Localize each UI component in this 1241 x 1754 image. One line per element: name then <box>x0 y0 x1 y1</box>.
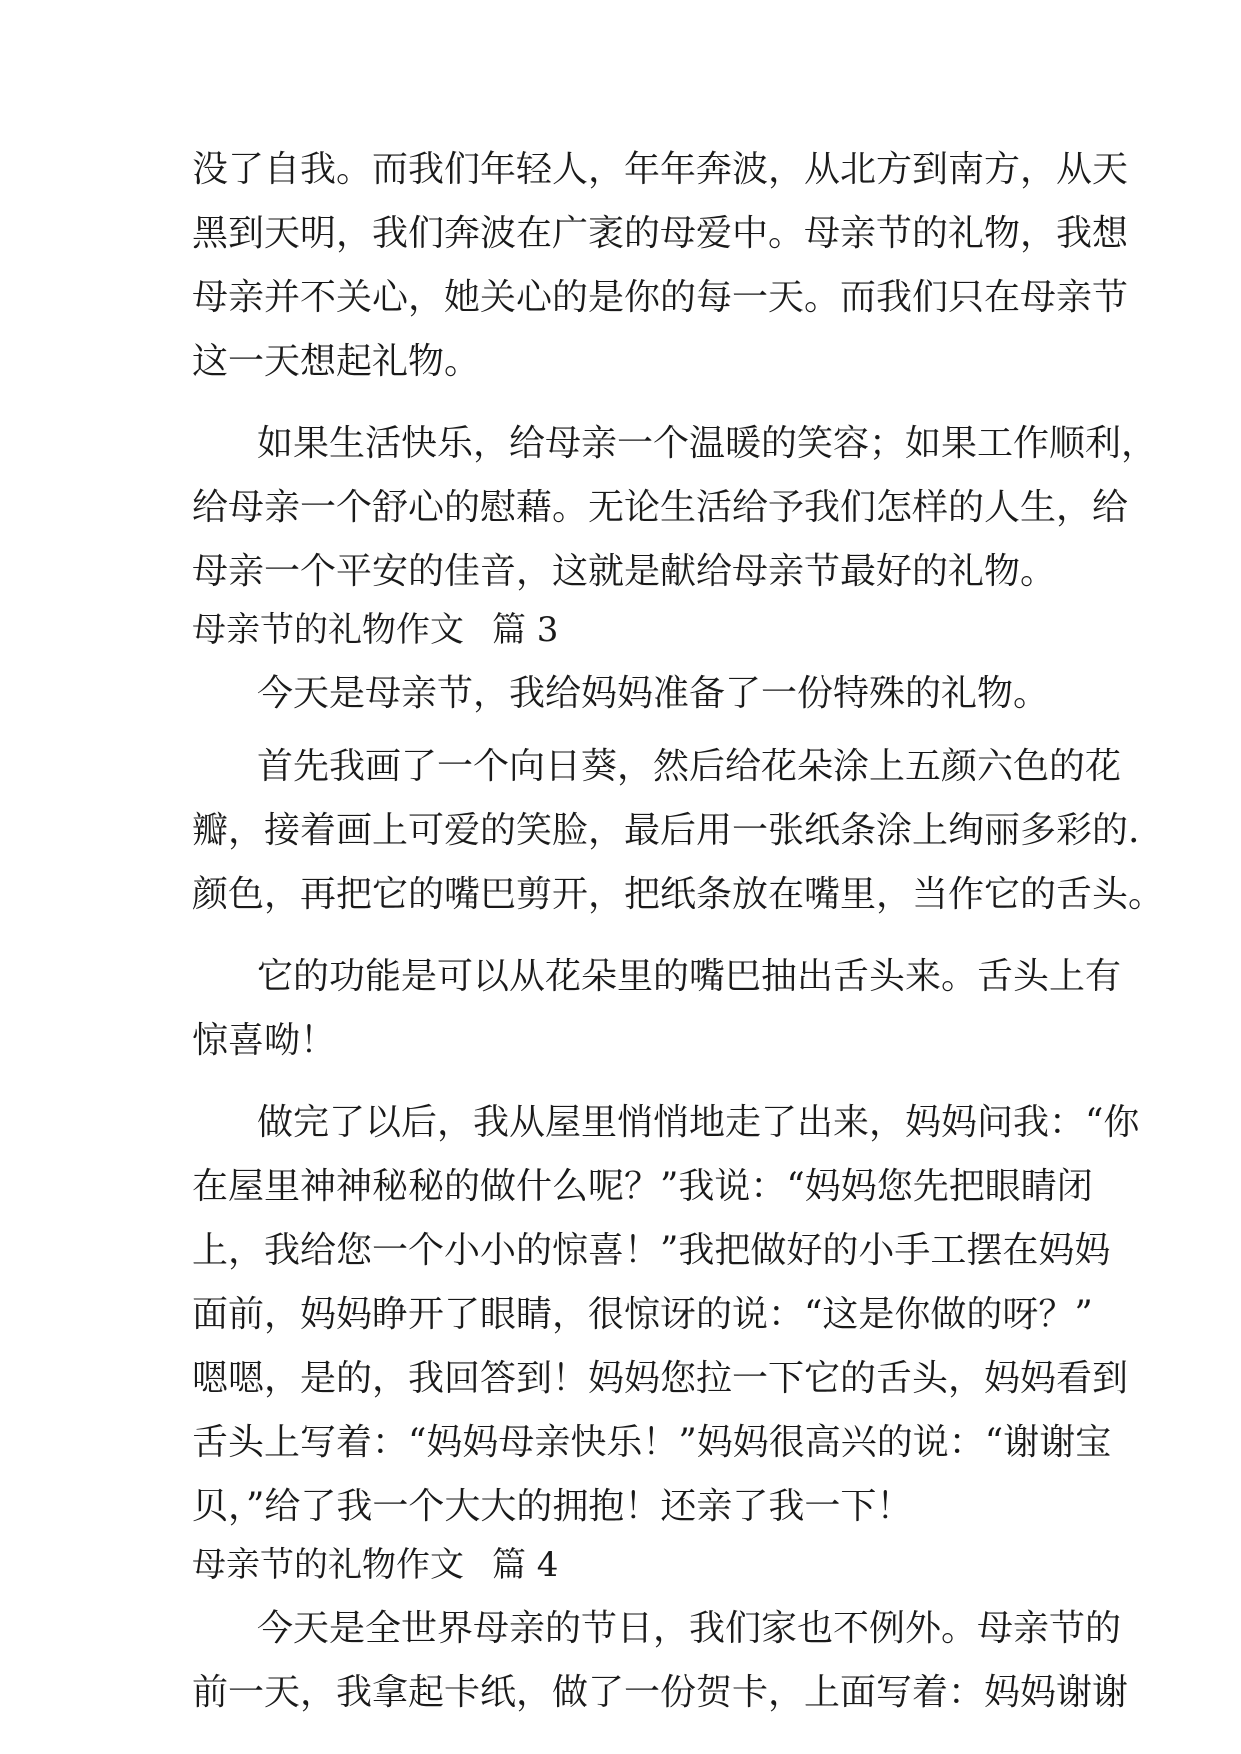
heading-title: 母亲节的礼物作文 <box>192 610 464 650</box>
text-line: 贝，”给了我一个大大的拥抱！还亲了我一下！ <box>192 1486 913 1527</box>
heading-part: 篇 4 <box>492 1545 559 1585</box>
text-line: 没了自我。而我们年轻人，年年奔波，从北方到南方，从天 <box>192 149 1129 190</box>
text-line: 母亲并不关心，她关心的是你的每一天。而我们只在母亲节 <box>192 277 1129 318</box>
text-line: 瓣，接着画上可爱的笑脸，最后用一张纸条涂上绚丽多彩的. <box>192 810 1140 851</box>
text-line: 舌头上写着：“妈妈母亲快乐！”妈妈很高兴的说：“谢谢宝 <box>192 1422 1112 1463</box>
text-line: 前一天，我拿起卡纸，做了一份贺卡，上面写着：妈妈谢谢 <box>192 1672 1129 1713</box>
text-line: 面前，妈妈睁开了眼睛，很惊讶的说：“这是你做的呀？” <box>192 1294 1093 1335</box>
section-heading <box>192 1533 1052 1597</box>
text-line: 黑到天明，我们奔波在广袤的母爱中。母亲节的礼物，我想 <box>192 213 1129 254</box>
text-line: 颜色，再把它的嘴巴剪开，把纸条放在嘴里，当作它的舌头。 <box>192 874 1165 915</box>
text-line: 惊喜呦！ <box>192 1020 337 1061</box>
heading-part: 篇 3 <box>492 610 559 650</box>
text-line: 它的功能是可以从花朵里的嘴巴抽出舌头来。舌头上有 <box>257 956 1122 997</box>
section-heading <box>192 598 1052 662</box>
text-line: 上，我给您一个小小的惊喜！”我把做好的小手工摆在妈妈 <box>192 1230 1111 1271</box>
text-line: 嗯嗯，是的，我回答到！妈妈您拉一下它的舌头，妈妈看到 <box>192 1358 1129 1399</box>
text-line: 这一天想起礼物。 <box>192 341 481 382</box>
text-line: 母亲一个平安的佳音，这就是献给母亲节最好的礼物。 <box>192 551 1057 592</box>
text-line: 今天是母亲节，我给妈妈准备了一份特殊的礼物。 <box>257 673 1050 714</box>
text-line: 今天是全世界母亲的节日，我们家也不例外。母亲节的 <box>257 1608 1122 1649</box>
text-line: 在屋里神神秘秘的做什么呢？”我说：“妈妈您先把眼睛闭 <box>192 1166 1093 1207</box>
text-line: 做完了以后，我从屋里悄悄地走了出来，妈妈问我：“你 <box>257 1102 1140 1143</box>
text-line: 首先我画了一个向日葵，然后给花朵涂上五颜六色的花 <box>257 746 1122 787</box>
text-line: 给母亲一个舒心的慰藉。无论生活给予我们怎样的人生，给 <box>192 487 1129 528</box>
text-line: 如果生活快乐，给母亲一个温暖的笑容；如果工作顺利， <box>257 423 1158 464</box>
heading-title: 母亲节的礼物作文 <box>192 1545 464 1585</box>
